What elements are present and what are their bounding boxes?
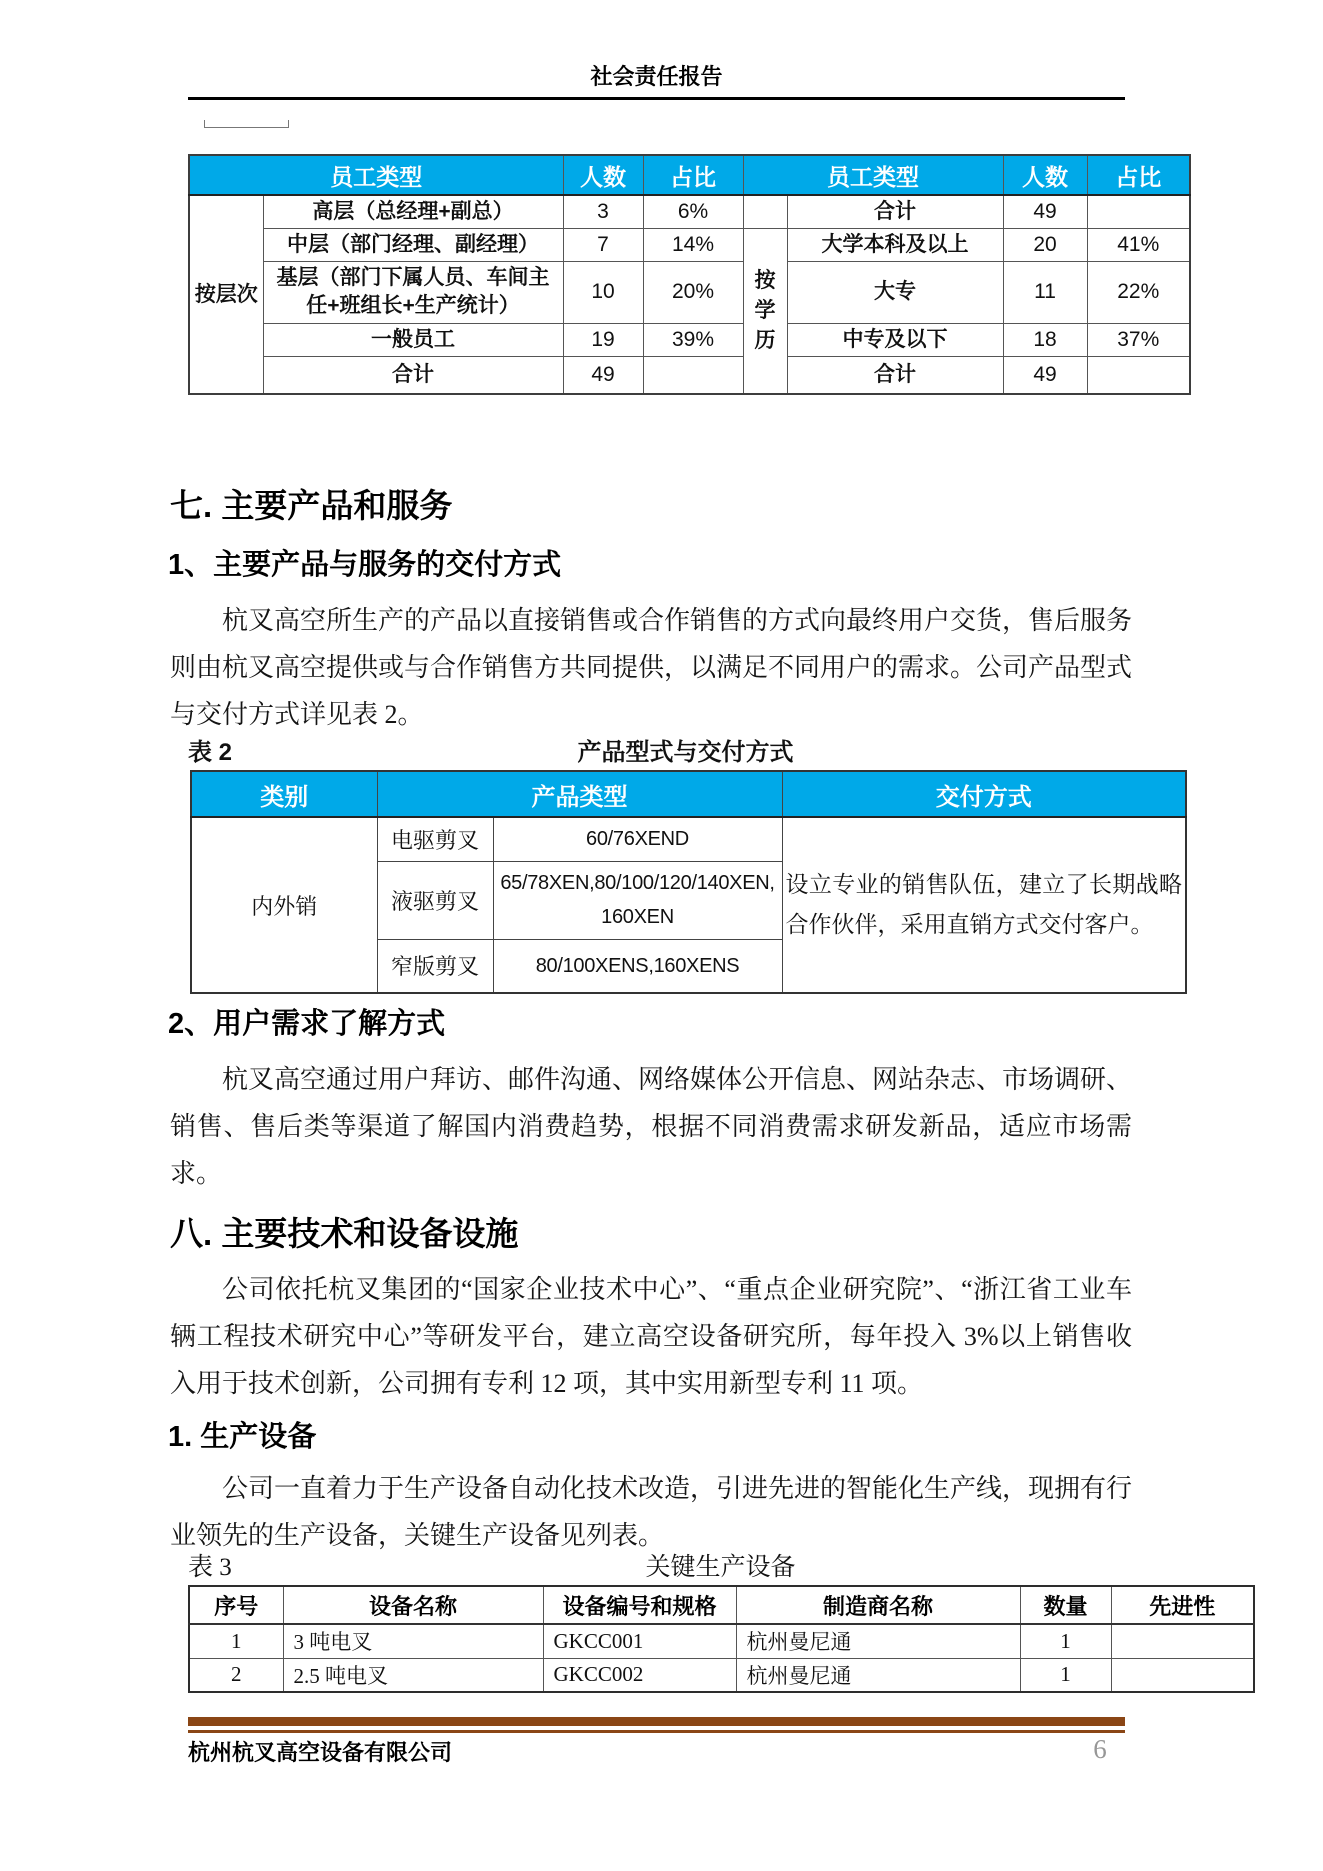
table-2-caption <box>188 736 1183 770</box>
footer-rule-thick <box>188 1717 1125 1726</box>
quantity-cell: 1 <box>1020 1624 1111 1658</box>
staff-count-cell: 3 <box>563 195 643 228</box>
staff-type-cell: 高层（总经理+副总） <box>263 195 563 228</box>
col-header-count-right: 人数 <box>1003 155 1087 195</box>
staff-statistics-table <box>188 154 1191 395</box>
product-subtype-cell: 窄版剪叉 <box>377 939 493 993</box>
section-8-1-paragraph: 公司一直着力于生产设备自动化技术改造，引进先进的智能化生产线，现拥有行业领先的生产设备，关键生产设备见列表。 <box>170 1474 1133 1550</box>
col-header-employee-type-left: 员工类型 <box>189 155 563 195</box>
staff-count-cell: 10 <box>563 261 643 323</box>
advancement-cell <box>1111 1658 1254 1692</box>
staff-count-cell: 7 <box>563 228 643 261</box>
staff-count-cell: 19 <box>563 323 643 356</box>
section-7-1-heading: 1、主要产品与服务的交付方式 <box>168 549 562 581</box>
staff-count-cell: 49 <box>1003 356 1087 394</box>
staff-type-cell: 中专及以下 <box>787 323 1003 356</box>
table-row <box>189 261 1190 323</box>
section-8-paragraph: 公司依托杭叉集团的“国家企业技术中心”、“重点企业研究院”、“浙江省工业车辆工程技术研究中心”等研发平台，建立高空设备研究所，每年投入 3%以上销售收入用于技术创新，公司拥有专利 12 项，其中实用新型专利 11 项。 <box>170 1275 1132 1398</box>
table-row <box>189 356 1190 394</box>
staff-type-cell: 合计 <box>787 356 1003 394</box>
section-7-1-paragraph: 杭叉高空所生产的产品以直接销售或合作销售的方式向最终用户交货，售后服务则由杭叉高空提供或与合作销售方共同提供，以满足不同用户的需求。公司产品型式与交付方式详见表 2。 <box>170 606 1133 729</box>
staff-count-cell: 20 <box>1003 228 1087 261</box>
staff-pct-cell <box>643 356 743 394</box>
col-header-delivery: 交付方式 <box>782 771 1186 817</box>
col-header-category: 类别 <box>191 771 377 817</box>
equipment-table-header-row <box>189 1586 1254 1624</box>
product-subtype-cell: 液驱剪叉 <box>377 861 493 939</box>
product-models-cell: 65/78XEN,80/100/120/140XEN,160XEN <box>493 861 782 939</box>
footer-company-name: 杭州杭叉高空设备有限公司 <box>188 1740 453 1765</box>
product-models-cell: 80/100XENS,160XENS <box>493 939 782 993</box>
equipment-name-cell: 2.5 吨电叉 <box>283 1658 543 1692</box>
page-number: 6 <box>1093 1734 1107 1764</box>
staff-pct-cell: 41% <box>1087 228 1190 261</box>
col-header-pct-right: 占比 <box>1087 155 1190 195</box>
equipment-code-cell: GKCC002 <box>543 1658 736 1692</box>
manufacturer-cell: 杭州曼尼通 <box>736 1658 1020 1692</box>
page-header <box>188 64 1125 100</box>
table-row <box>189 1624 1254 1658</box>
table-3-label: 表 3 <box>188 1554 232 1581</box>
staff-type-cell: 大专 <box>787 261 1003 323</box>
product-models-cell: 60/76XEND <box>493 817 782 861</box>
delivery-mode-cell: 设立专业的销售队伍，建立了长期战略合作伙伴，采用直销方式交付客户。 <box>782 817 1186 993</box>
staff-count-cell: 11 <box>1003 261 1087 323</box>
page-header-title: 社会责任报告 <box>590 64 723 89</box>
product-subtype-cell: 电驱剪叉 <box>377 817 493 861</box>
col-header-equipment-name: 设备名称 <box>283 1586 543 1624</box>
col-header-equipment-code: 设备编号和规格 <box>543 1586 736 1624</box>
staff-type-cell: 一般员工 <box>263 323 563 356</box>
category-cell: 内外销 <box>191 817 377 993</box>
section-7-heading: 七. 主要产品和服务 <box>170 487 453 524</box>
col-header-product-type: 产品类型 <box>377 771 782 817</box>
table-3-title: 关键生产设备 <box>645 1554 796 1581</box>
equipment-index-cell: 2 <box>189 1658 283 1692</box>
col-header-count-left: 人数 <box>563 155 643 195</box>
staff-pct-cell <box>1087 195 1190 228</box>
table-row <box>189 228 1190 261</box>
staff-count-cell: 49 <box>563 356 643 394</box>
product-table-header-row <box>191 771 1186 817</box>
section-8-heading: 八. 主要技术和设备设施 <box>170 1215 519 1252</box>
staff-type-cell: 大学本科及以上 <box>787 228 1003 261</box>
staff-pct-cell <box>1087 356 1190 394</box>
product-delivery-table <box>190 770 1187 994</box>
equipment-table <box>188 1585 1255 1693</box>
staff-type-cell: 合计 <box>787 195 1003 228</box>
table-row <box>189 323 1190 356</box>
staff-pct-cell: 20% <box>643 261 743 323</box>
table-3-caption <box>188 1551 1253 1585</box>
equipment-index-cell: 1 <box>189 1624 283 1658</box>
table-2-title: 产品型式与交付方式 <box>577 739 794 766</box>
group-label-by-level: 按层次 <box>189 195 263 394</box>
table-row <box>189 1658 1254 1692</box>
footer-rule-thin <box>188 1730 1125 1733</box>
advancement-cell <box>1111 1624 1254 1658</box>
staff-pct-cell: 37% <box>1087 323 1190 356</box>
section-7-2-heading: 2、用户需求了解方式 <box>168 1008 446 1040</box>
staff-pct-cell: 39% <box>643 323 743 356</box>
staff-pct-cell: 22% <box>1087 261 1190 323</box>
table-row <box>191 817 1186 861</box>
section-7-2-paragraph: 杭叉高空通过用户拜访、邮件沟通、网络媒体公开信息、网站杂志、市场调研、销售、售后类等渠道了解国内消费趋势，根据不同消费需求研发新品，适应市场需求。 <box>170 1065 1133 1188</box>
staff-type-cell: 基层（部门下属人员、车间主任+班组长+生产统计） <box>263 261 563 323</box>
staff-type-cell: 中层（部门经理、副经理） <box>263 228 563 261</box>
staff-count-cell: 18 <box>1003 323 1087 356</box>
section-8-1-heading: 1. 生产设备 <box>168 1421 317 1453</box>
staff-pct-cell: 6% <box>643 195 743 228</box>
col-header-manufacturer: 制造商名称 <box>736 1586 1020 1624</box>
col-header-employee-type-right: 员工类型 <box>743 155 1003 195</box>
col-header-index: 序号 <box>189 1586 283 1624</box>
col-header-pct-left: 占比 <box>643 155 743 195</box>
quantity-cell: 1 <box>1020 1658 1111 1692</box>
staff-pct-cell: 14% <box>643 228 743 261</box>
table-row <box>189 195 1190 228</box>
col-header-advancement: 先进性 <box>1111 1586 1254 1624</box>
staff-type-cell: 合计 <box>263 356 563 394</box>
group-empty-cell <box>743 195 787 228</box>
staff-table-header-row <box>189 155 1190 195</box>
group-label-by-education: 按学历 <box>743 228 787 394</box>
col-header-quantity: 数量 <box>1020 1586 1111 1624</box>
table-2-label: 表 2 <box>188 739 233 766</box>
staff-count-cell: 49 <box>1003 195 1087 228</box>
table-remnant-line <box>204 120 289 128</box>
equipment-code-cell: GKCC001 <box>543 1624 736 1658</box>
manufacturer-cell: 杭州曼尼通 <box>736 1624 1020 1658</box>
equipment-name-cell: 3 吨电叉 <box>283 1624 543 1658</box>
